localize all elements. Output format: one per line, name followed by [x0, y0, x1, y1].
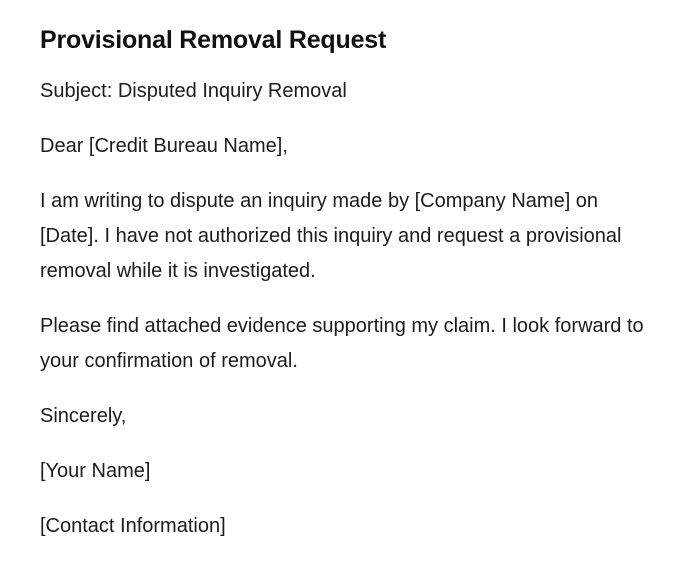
letter	[40, 22, 650, 564]
closing: Sincerely,	[40, 405, 127, 427]
body-paragraph-2: Please find attached evidence supporting my claim. I look forward to your confirmation of removal.	[40, 315, 644, 372]
body-paragraph-1: I am writing to dispute an inquiry made by [Company Name] on [Date]. I have not authorized this inquiry and request a provisional removal while it is investigated.	[40, 190, 622, 282]
subject-line: Subject: Disputed Inquiry Removal	[40, 80, 347, 102]
signature-name: [Your Name]	[40, 460, 151, 482]
salutation: Dear [Credit Bureau Name],	[40, 135, 288, 157]
contact-information: [Contact Information]	[40, 515, 226, 537]
letter-title: Provisional Removal Request	[40, 26, 387, 54]
